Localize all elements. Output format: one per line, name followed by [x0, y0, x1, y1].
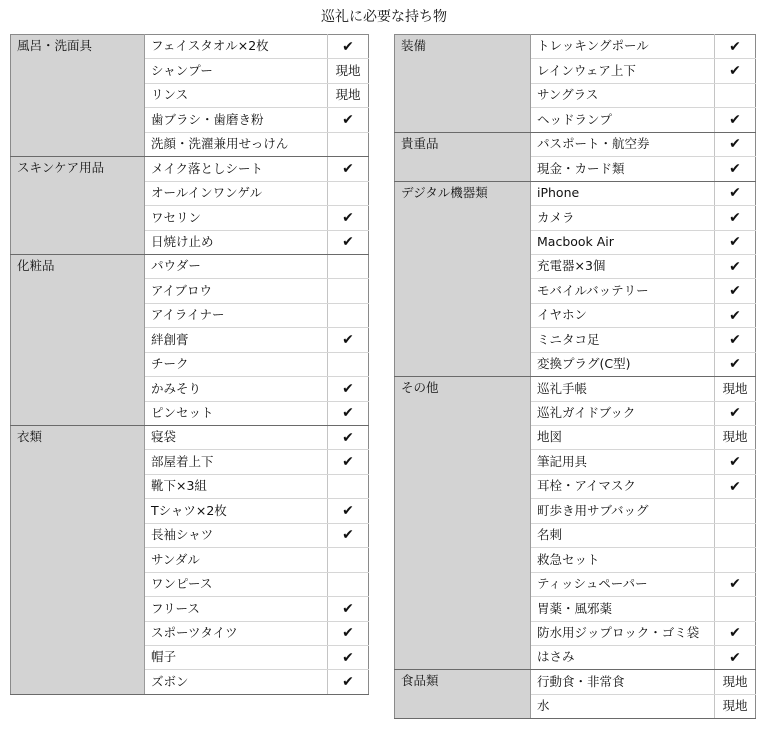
- check-mark-cell: [715, 645, 756, 669]
- check-mark-cell: [328, 523, 369, 547]
- check-mark-cell: [715, 279, 756, 303]
- category-cell: 衣類: [11, 426, 145, 695]
- check-mark-cell: [715, 181, 756, 205]
- item-name-cell: スポーツタイツ: [145, 621, 328, 645]
- status-cell: [715, 597, 756, 621]
- item-name-cell: 充電器×3個: [531, 254, 715, 278]
- check-mark-cell: [328, 401, 369, 425]
- item-name-cell: チーク: [145, 352, 328, 376]
- check-mark-icon: ✔: [342, 649, 354, 666]
- check-mark-icon: ✔: [342, 405, 354, 422]
- status-cell: 現地: [328, 59, 369, 83]
- check-mark-icon: ✔: [342, 454, 354, 471]
- category-cell: 装備: [395, 35, 531, 133]
- item-name-cell: フェイスタオル×2枚: [145, 35, 328, 59]
- item-name-cell: 地図: [531, 426, 715, 450]
- category-cell: デジタル機器類: [395, 181, 531, 377]
- check-mark-icon: ✔: [342, 331, 354, 348]
- check-mark-icon: ✔: [729, 136, 741, 153]
- check-mark-cell: [715, 35, 756, 59]
- check-mark-cell: [715, 132, 756, 156]
- item-name-cell: 巡礼手帳: [531, 377, 715, 401]
- check-mark-icon: ✔: [729, 112, 741, 129]
- status-cell: [328, 303, 369, 327]
- item-name-cell: 名刺: [531, 523, 715, 547]
- check-mark-cell: [328, 108, 369, 132]
- status-cell: [328, 132, 369, 156]
- status-cell: 現地: [715, 694, 756, 718]
- item-name-cell: 行動食・非常食: [531, 670, 715, 694]
- check-mark-icon: ✔: [729, 258, 741, 275]
- check-mark-cell: [715, 621, 756, 645]
- item-name-cell: 絆創膏: [145, 328, 328, 352]
- check-mark-icon: ✔: [729, 283, 741, 300]
- table-row: [11, 157, 369, 181]
- item-name-cell: iPhone: [531, 181, 715, 205]
- item-name-cell: シャンプー: [145, 59, 328, 83]
- check-mark-cell: [328, 328, 369, 352]
- item-name-cell: 水: [531, 694, 715, 718]
- check-mark-icon: ✔: [729, 307, 741, 324]
- status-cell: 現地: [328, 83, 369, 107]
- check-mark-cell: [328, 206, 369, 230]
- item-name-cell: 日焼け止め: [145, 230, 328, 254]
- check-mark-icon: ✔: [729, 356, 741, 373]
- item-name-cell: リンス: [145, 83, 328, 107]
- check-mark-icon: ✔: [729, 63, 741, 80]
- check-mark-icon: ✔: [729, 649, 741, 666]
- item-name-cell: モバイルバッテリー: [531, 279, 715, 303]
- check-mark-icon: ✔: [729, 38, 741, 55]
- check-mark-icon: ✔: [729, 576, 741, 593]
- item-name-cell: 町歩き用サブバッグ: [531, 499, 715, 523]
- item-name-cell: 変換プラグ(C型): [531, 352, 715, 376]
- category-cell: その他: [395, 377, 531, 670]
- category-cell: 食品類: [395, 670, 531, 719]
- item-name-cell: アイライナー: [145, 303, 328, 327]
- table-row: [395, 35, 756, 59]
- item-name-cell: 救急セット: [531, 548, 715, 572]
- check-mark-cell: [328, 499, 369, 523]
- category-cell: 貴重品: [395, 132, 531, 181]
- category-cell: 風呂・洗面具: [11, 35, 145, 157]
- status-cell: [715, 548, 756, 572]
- check-mark-icon: ✔: [342, 503, 354, 520]
- item-name-cell: かみそり: [145, 377, 328, 401]
- check-mark-icon: ✔: [342, 234, 354, 251]
- item-name-cell: トレッキングポール: [531, 35, 715, 59]
- status-cell: 現地: [715, 377, 756, 401]
- item-name-cell: ミニタコ足: [531, 328, 715, 352]
- table-row: [395, 181, 756, 205]
- check-mark-cell: [328, 35, 369, 59]
- item-name-cell: 寝袋: [145, 426, 328, 450]
- check-mark-icon: ✔: [342, 429, 354, 446]
- item-name-cell: 靴下×3組: [145, 474, 328, 498]
- check-mark-cell: [715, 206, 756, 230]
- item-name-cell: ヘッドランプ: [531, 108, 715, 132]
- item-name-cell: 部屋着上下: [145, 450, 328, 474]
- check-mark-cell: [715, 352, 756, 376]
- page-title: 巡礼に必要な持ち物: [321, 9, 447, 25]
- item-name-cell: パスポート・航空券: [531, 132, 715, 156]
- item-name-cell: メイク落としシート: [145, 157, 328, 181]
- status-cell: [715, 523, 756, 547]
- left-checklist-table: [10, 34, 369, 695]
- check-mark-icon: ✔: [342, 600, 354, 617]
- status-cell: [328, 474, 369, 498]
- status-cell: [328, 548, 369, 572]
- check-mark-cell: [328, 670, 369, 694]
- check-mark-icon: ✔: [729, 185, 741, 202]
- item-name-cell: アイブロウ: [145, 279, 328, 303]
- check-mark-cell: [715, 108, 756, 132]
- check-mark-cell: [328, 645, 369, 669]
- item-name-cell: レインウェア上下: [531, 59, 715, 83]
- check-mark-icon: ✔: [342, 112, 354, 129]
- item-name-cell: 帽子: [145, 645, 328, 669]
- item-name-cell: 洗顔・洗濯兼用せっけん: [145, 132, 328, 156]
- check-mark-cell: [715, 474, 756, 498]
- item-name-cell: Tシャツ×2枚: [145, 499, 328, 523]
- check-mark-icon: ✔: [342, 209, 354, 226]
- item-name-cell: カメラ: [531, 206, 715, 230]
- check-mark-cell: [328, 157, 369, 181]
- item-name-cell: パウダー: [145, 254, 328, 278]
- check-mark-icon: ✔: [729, 331, 741, 348]
- item-name-cell: Macbook Air: [531, 230, 715, 254]
- item-name-cell: はさみ: [531, 645, 715, 669]
- item-name-cell: ワセリン: [145, 206, 328, 230]
- item-name-cell: 胃薬・風邪薬: [531, 597, 715, 621]
- item-name-cell: 耳栓・アイマスク: [531, 474, 715, 498]
- check-mark-cell: [715, 450, 756, 474]
- item-name-cell: サンダル: [145, 548, 328, 572]
- status-cell: [328, 181, 369, 205]
- check-mark-icon: ✔: [342, 160, 354, 177]
- check-mark-cell: [715, 328, 756, 352]
- check-mark-cell: [328, 230, 369, 254]
- item-name-cell: ティッシュペーパー: [531, 572, 715, 596]
- check-mark-icon: ✔: [729, 209, 741, 226]
- table-row: [395, 132, 756, 156]
- check-mark-icon: ✔: [729, 625, 741, 642]
- check-mark-cell: [328, 426, 369, 450]
- item-name-cell: 現金・カード類: [531, 157, 715, 181]
- status-cell: 現地: [715, 426, 756, 450]
- item-name-cell: イヤホン: [531, 303, 715, 327]
- item-name-cell: 歯ブラシ・歯磨き粉: [145, 108, 328, 132]
- item-name-cell: 巡礼ガイドブック: [531, 401, 715, 425]
- check-mark-icon: ✔: [342, 527, 354, 544]
- status-cell: 現地: [715, 670, 756, 694]
- check-mark-cell: [328, 621, 369, 645]
- check-mark-icon: ✔: [729, 478, 741, 495]
- item-name-cell: ワンピース: [145, 572, 328, 596]
- item-name-cell: オールインワンゲル: [145, 181, 328, 205]
- check-mark-cell: [328, 450, 369, 474]
- item-name-cell: 長袖シャツ: [145, 523, 328, 547]
- table-row: [395, 670, 756, 694]
- status-cell: [715, 83, 756, 107]
- status-cell: [328, 254, 369, 278]
- item-name-cell: 筆記用具: [531, 450, 715, 474]
- check-mark-icon: ✔: [729, 234, 741, 251]
- check-mark-cell: [328, 597, 369, 621]
- check-mark-cell: [715, 401, 756, 425]
- status-cell: [328, 572, 369, 596]
- check-mark-cell: [715, 59, 756, 83]
- check-mark-icon: ✔: [342, 380, 354, 397]
- check-mark-cell: [715, 254, 756, 278]
- status-cell: [715, 499, 756, 523]
- item-name-cell: フリース: [145, 597, 328, 621]
- table-row: [11, 426, 369, 450]
- right-checklist-table: [394, 34, 756, 719]
- check-mark-icon: ✔: [342, 674, 354, 691]
- check-mark-cell: [715, 572, 756, 596]
- status-cell: [328, 279, 369, 303]
- category-cell: スキンケア用品: [11, 157, 145, 255]
- item-name-cell: ピンセット: [145, 401, 328, 425]
- check-mark-cell: [715, 157, 756, 181]
- check-mark-icon: ✔: [729, 160, 741, 177]
- table-row: [11, 35, 369, 59]
- category-cell: 化粧品: [11, 254, 145, 425]
- check-mark-cell: [715, 230, 756, 254]
- check-mark-cell: [328, 377, 369, 401]
- table-row: [11, 254, 369, 278]
- status-cell: [328, 352, 369, 376]
- item-name-cell: 防水用ジップロック・ゴミ袋: [531, 621, 715, 645]
- check-mark-icon: ✔: [729, 454, 741, 471]
- item-name-cell: サングラス: [531, 83, 715, 107]
- check-mark-cell: [715, 303, 756, 327]
- check-mark-icon: ✔: [342, 38, 354, 55]
- check-mark-icon: ✔: [729, 405, 741, 422]
- check-mark-icon: ✔: [342, 625, 354, 642]
- item-name-cell: ズボン: [145, 670, 328, 694]
- table-row: [395, 377, 756, 401]
